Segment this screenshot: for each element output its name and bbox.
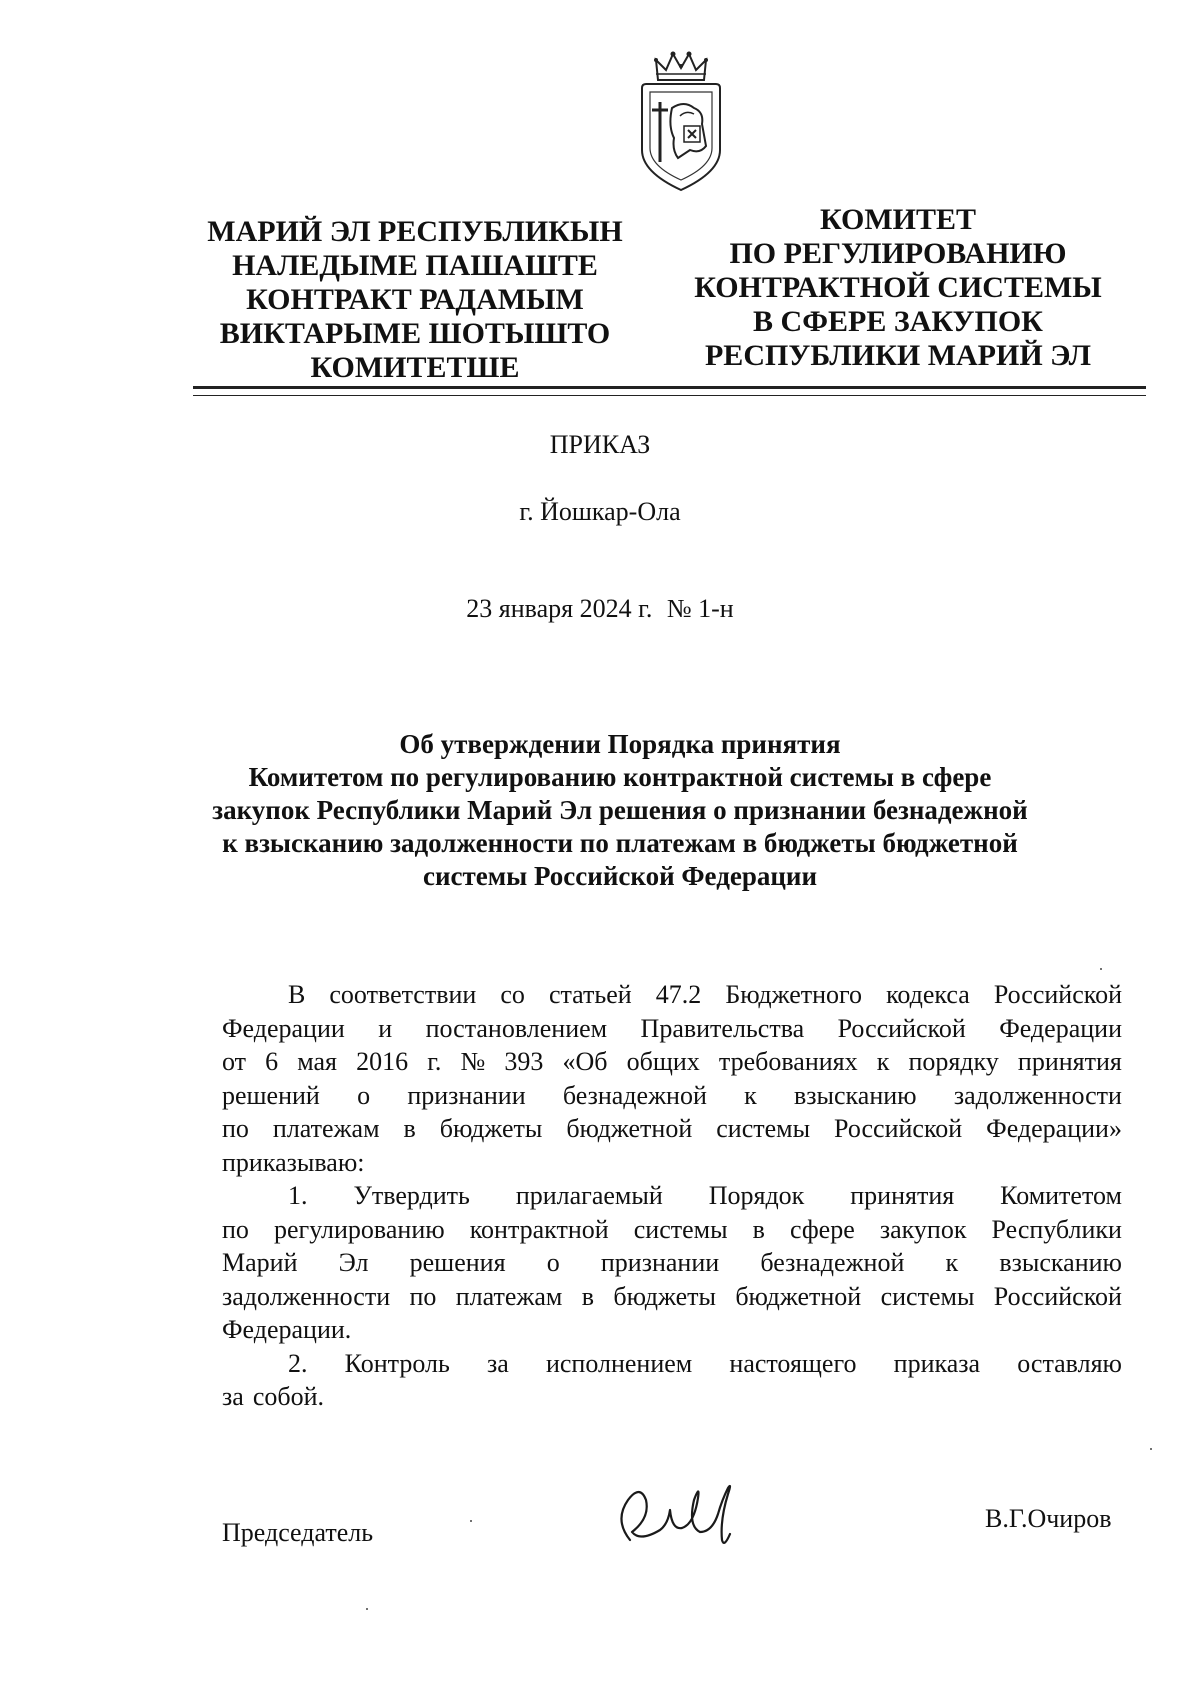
body-word: бюджетной xyxy=(566,1114,693,1143)
title-line: закупок Республики Марий Эл решения о признании безнадежной xyxy=(212,795,1028,825)
body-word: «Об xyxy=(562,1047,608,1076)
body-word: от xyxy=(222,1047,247,1076)
body-word: Федерации» xyxy=(986,1114,1122,1143)
body-word: решений xyxy=(222,1080,320,1110)
body-word: к xyxy=(876,1047,890,1076)
body-word: Контроль xyxy=(344,1348,450,1378)
header-divider-thin xyxy=(193,395,1146,396)
body-word: собой. xyxy=(252,1382,324,1411)
body-line xyxy=(222,1280,1122,1314)
body-word: о xyxy=(357,1080,371,1110)
body-word: 1. xyxy=(288,1181,308,1210)
body-word: в xyxy=(581,1281,595,1311)
body-word: 2016 xyxy=(356,1047,409,1076)
body-line xyxy=(222,1213,1122,1247)
header-left-line: НАЛЕДЫМЕ ПАШАШТЕ xyxy=(232,249,598,282)
body-word: системы xyxy=(633,1214,728,1244)
header-divider-thick xyxy=(193,386,1146,389)
body-word: по xyxy=(409,1281,437,1311)
body-word: статьей xyxy=(548,980,632,1009)
body-word: 47.2 xyxy=(655,980,702,1009)
body-word: Республики xyxy=(991,1214,1122,1244)
header-right-org-name xyxy=(678,203,1118,373)
body-word: системы xyxy=(716,1114,811,1143)
body-word: Утвердить xyxy=(353,1181,470,1210)
signatory-role: Председатель xyxy=(222,1518,374,1547)
body-word: соответствии xyxy=(329,980,477,1009)
body-word: Федерации xyxy=(999,1013,1122,1043)
body-word: бюджеты xyxy=(613,1281,716,1311)
body-word: Российской xyxy=(993,1281,1122,1311)
header-left-line: ВИКТАРЫМЕ ШОТЫШТО xyxy=(219,317,611,350)
body-line xyxy=(222,978,1122,1012)
title-line: к взысканию задолженности по платежам в бюджеты бюджетной xyxy=(222,828,1018,858)
body-word: № xyxy=(460,1047,486,1076)
body-line xyxy=(222,1246,1122,1280)
header-right-line: КОМИТЕТ xyxy=(819,203,977,236)
title-line: Об утверждении Порядка принятия xyxy=(399,729,841,759)
body-word: за xyxy=(486,1348,509,1378)
document-date-number xyxy=(0,594,1200,624)
body-line xyxy=(222,1179,1122,1213)
body-word: решения xyxy=(409,1248,506,1277)
body-word: В xyxy=(288,980,306,1009)
body-word: и xyxy=(378,1013,393,1043)
body-line xyxy=(222,1045,1122,1079)
body-line xyxy=(222,1313,1122,1347)
body-word: взысканию xyxy=(793,1080,917,1110)
body-line xyxy=(222,1079,1122,1113)
body-word: по xyxy=(222,1114,249,1143)
body-word: г. xyxy=(427,1047,442,1076)
body-word: порядку xyxy=(908,1047,999,1076)
body-word: задолженности xyxy=(953,1080,1122,1110)
body-word: 2. xyxy=(288,1348,308,1378)
body-line xyxy=(222,1380,1122,1414)
body-word: принятия xyxy=(850,1181,955,1210)
body-word: приказываю: xyxy=(222,1147,365,1177)
body-word: Бюджетного xyxy=(725,980,863,1009)
scan-speck xyxy=(1150,1448,1152,1450)
body-word: Марий xyxy=(222,1248,298,1277)
body-word: 6 xyxy=(265,1047,279,1076)
body-line xyxy=(222,1012,1122,1046)
handwritten-signature xyxy=(610,1470,770,1560)
body-word: закупок xyxy=(879,1214,967,1244)
signatory-name: В.Г.Очиров xyxy=(985,1504,1112,1533)
body-word: исполнением xyxy=(545,1348,693,1378)
body-word: признании xyxy=(407,1080,526,1110)
scan-speck xyxy=(366,1608,368,1610)
body-line xyxy=(222,1347,1122,1381)
body-word: общих xyxy=(626,1047,700,1076)
scan-speck xyxy=(1100,968,1102,970)
body-line xyxy=(222,1112,1122,1146)
body-word: бюджеты xyxy=(439,1114,543,1143)
body-line xyxy=(222,1146,1122,1180)
document-type: ПРИКАЗ xyxy=(549,430,651,459)
document-body xyxy=(222,978,1122,1414)
header-right-line: РЕСПУБЛИКИ МАРИЙ ЭЛ xyxy=(704,339,1091,372)
document-date: 23 января 2024 г. xyxy=(466,594,653,623)
body-word: мая xyxy=(297,1047,337,1076)
body-word: оставляю xyxy=(1017,1348,1122,1378)
document-title xyxy=(200,728,1040,893)
body-word: платежам xyxy=(455,1281,563,1311)
body-word: задолженности xyxy=(222,1281,391,1311)
title-line: системы Российской Федерации xyxy=(422,861,818,891)
body-word: Комитетом xyxy=(1000,1181,1122,1210)
body-word: контрактной xyxy=(469,1214,609,1244)
scan-speck xyxy=(470,1520,472,1522)
body-word: кодекса xyxy=(886,980,970,1009)
body-word: за xyxy=(222,1382,244,1411)
body-word: Правительства xyxy=(640,1013,805,1043)
body-word: Федерации xyxy=(222,1013,345,1043)
body-word: в xyxy=(403,1114,416,1143)
body-word: в xyxy=(752,1214,765,1244)
body-word: к xyxy=(945,1248,959,1277)
body-word: настоящего xyxy=(729,1348,857,1378)
body-word: со xyxy=(500,980,525,1009)
body-word: Российской xyxy=(837,1013,966,1043)
header-left-line: КОМИТЕТШЕ xyxy=(310,351,520,384)
header-right-line: В СФЕРЕ ЗАКУПОК xyxy=(753,305,1043,338)
header-left-org-name xyxy=(195,215,635,385)
body-word: Российской xyxy=(834,1114,963,1143)
header-right-line: ПО РЕГУЛИРОВАНИЮ xyxy=(729,237,1067,270)
body-word: прилагаемый xyxy=(515,1181,663,1210)
header-right-line: КОНТРАКТНОЙ СИСТЕМЫ xyxy=(694,271,1102,304)
body-word: Эл xyxy=(338,1248,369,1277)
body-word: требованиях xyxy=(718,1047,858,1076)
header-left-line: КОНТРАКТ РАДАМЫМ xyxy=(246,283,584,316)
body-word: Порядок xyxy=(708,1181,805,1210)
body-word: Федерации. xyxy=(222,1315,352,1344)
coat-of-arms-icon xyxy=(628,50,734,195)
body-word: к xyxy=(744,1080,757,1110)
body-word: регулированию xyxy=(273,1214,445,1244)
body-word: приказа xyxy=(893,1348,981,1378)
body-word: бюджетной xyxy=(735,1281,862,1311)
body-word: безнадежной xyxy=(562,1080,707,1110)
body-word: о xyxy=(546,1248,560,1277)
body-word: платежам xyxy=(272,1114,380,1143)
body-word: безнадежной xyxy=(760,1248,905,1277)
body-word: сфере xyxy=(789,1214,855,1244)
body-word: принятия xyxy=(1017,1047,1122,1076)
title-line: Комитетом по регулированию контрактной системы в сфере xyxy=(248,762,992,792)
body-word: 393 xyxy=(504,1047,544,1076)
body-word: взысканию xyxy=(999,1248,1122,1277)
body-word: системы xyxy=(880,1281,975,1311)
body-word: по xyxy=(222,1214,249,1244)
document-city: г. Йошкар-Ола xyxy=(519,497,681,526)
body-word: постановлением xyxy=(425,1013,608,1043)
body-word: признании xyxy=(600,1248,720,1277)
document-number: № 1-н xyxy=(666,594,734,623)
body-word: Российской xyxy=(993,980,1122,1009)
header-left-line: МАРИЙ ЭЛ РЕСПУБЛИКЫН xyxy=(207,215,623,248)
